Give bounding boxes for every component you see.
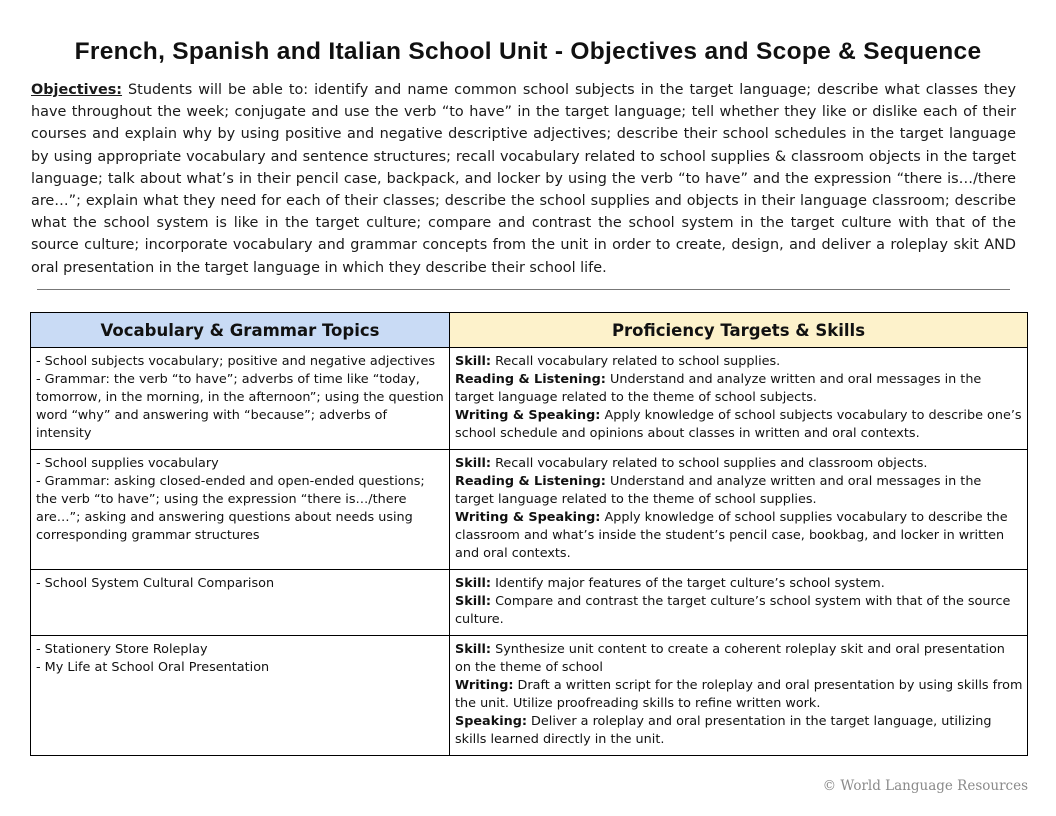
copyright-footer: © World Language Resources bbox=[822, 778, 1028, 794]
skill-text: Apply knowledge of school supplies vocabulary to describe the classroom and what’s inside the student’s pencil case, bookbag, and locker in written and oral contexts. bbox=[455, 510, 1008, 561]
skill-text: Understand and analyze written and oral messages in the target language related to the theme of school supplies. bbox=[455, 474, 982, 507]
objectives-paragraph bbox=[31, 79, 1016, 279]
skill-label: Writing & Speaking: bbox=[455, 408, 601, 423]
skill-label: Reading & Listening: bbox=[455, 372, 606, 387]
vocab-item: - School supplies vocabulary bbox=[36, 456, 219, 471]
skill-label: Skill: bbox=[455, 354, 492, 369]
table-row bbox=[31, 450, 1028, 570]
skill-item bbox=[455, 509, 1023, 563]
vocab-cell bbox=[31, 450, 450, 570]
table-header-row bbox=[31, 313, 1028, 348]
vocab-item: - My Life at School Oral Presentation bbox=[36, 660, 270, 675]
vocab-cell bbox=[31, 570, 450, 636]
skill-label: Skill: bbox=[455, 576, 492, 591]
skill-label: Speaking: bbox=[455, 714, 527, 729]
scope-sequence-table bbox=[30, 312, 1028, 756]
vocab-item: - Grammar: the verb “to have”; adverbs of time like “today, tomorrow, in the morning, in the afternoon”; using the question word “why” and answering with “because”; adverbs of intensity bbox=[36, 372, 444, 441]
page-title: French, Spanish and Italian School Unit - Objectives and Scope & Sequence bbox=[74, 38, 982, 65]
skill-item bbox=[455, 353, 1023, 371]
skill-item bbox=[455, 641, 1023, 677]
skill-item bbox=[455, 473, 1023, 509]
divider-line bbox=[37, 289, 1010, 290]
skill-text: Recall vocabulary related to school supplies and classroom objects. bbox=[491, 456, 928, 471]
skill-text: Synthesize unit content to create a coherent roleplay skit and oral presentation on the theme of school bbox=[455, 642, 1005, 675]
vocab-item: - Grammar: asking closed-ended and open-ended questions; the verb “to have”; using the expression “there is…/there are…”; asking and answering questions about needs using corresponding grammar structures bbox=[36, 474, 425, 543]
table-row bbox=[31, 348, 1028, 450]
objectives-text: Students will be able to: identify and name common school subjects in the target language; describe what classes they have throughout the week; conjugate and use the verb “to have” in the target language; tell whether they like or dislike each of their courses and explain why by using positive and negative descriptive adjectives; describe their school schedules in the target language by using appropriate vocabulary and sentence structures; recall vocabulary related to school supplies & classroom objects in the target language; talk about what’s in their pencil case, backpack, and locker by using the verb “to have” and the expression “there is…/there are…”; explain what they need for each of their classes; describe the school supplies and objects in their language classroom; describe what the school system is like in the target culture; compare and contrast the school system in the target culture with that of the source culture; incorporate vocabulary and grammar concepts from the unit in order to create, design, and deliver a roleplay skit AND oral presentation in the target language in which they describe their school life. bbox=[31, 82, 1016, 276]
vocab-cell bbox=[31, 348, 450, 450]
objectives-label: Objectives: bbox=[31, 82, 123, 98]
table-row bbox=[31, 636, 1028, 756]
skill-label: Skill: bbox=[455, 456, 492, 471]
skills-cell bbox=[450, 348, 1028, 450]
skill-item bbox=[455, 713, 1023, 749]
skill-text: Apply knowledge of school subjects vocabulary to describe one’s school schedule and opinions about classes in written and oral contexts. bbox=[455, 408, 1022, 441]
skill-label: Writing: bbox=[455, 678, 514, 693]
vocab-grammar-header: Vocabulary & Grammar Topics bbox=[31, 313, 450, 348]
table-row bbox=[31, 570, 1028, 636]
proficiency-skills-header: Proficiency Targets & Skills bbox=[450, 313, 1028, 348]
skill-label: Reading & Listening: bbox=[455, 474, 606, 489]
skill-item bbox=[455, 575, 1023, 593]
skill-item bbox=[455, 593, 1023, 629]
skill-text: Deliver a roleplay and oral presentation in the target language, utilizing skills learned directly in the unit. bbox=[455, 714, 992, 747]
skill-item bbox=[455, 407, 1023, 443]
skill-item bbox=[455, 455, 1023, 473]
skills-cell bbox=[450, 570, 1028, 636]
skill-text: Draft a written script for the roleplay and oral presentation by using skills from the unit. Utilize proofreading skills to refine written work. bbox=[455, 678, 1023, 711]
skills-cell bbox=[450, 450, 1028, 570]
skill-text: Compare and contrast the target culture’s school system with that of the source culture. bbox=[455, 594, 1011, 627]
vocab-item: - School subjects vocabulary; positive and negative adjectives bbox=[36, 354, 436, 369]
skill-text: Recall vocabulary related to school supplies. bbox=[491, 354, 781, 369]
skill-label: Writing & Speaking: bbox=[455, 510, 601, 525]
skill-label: Skill: bbox=[455, 594, 492, 609]
skill-text: Identify major features of the target culture’s school system. bbox=[491, 576, 885, 591]
skill-item bbox=[455, 371, 1023, 407]
skill-text: Understand and analyze written and oral messages in the target language related to the theme of school subjects. bbox=[455, 372, 982, 405]
skill-item bbox=[455, 677, 1023, 713]
skills-cell bbox=[450, 636, 1028, 756]
vocab-item: - Stationery Store Roleplay bbox=[36, 642, 208, 657]
vocab-cell bbox=[31, 636, 450, 756]
vocab-item: - School System Cultural Comparison bbox=[36, 576, 275, 591]
skill-label: Skill: bbox=[455, 642, 492, 657]
